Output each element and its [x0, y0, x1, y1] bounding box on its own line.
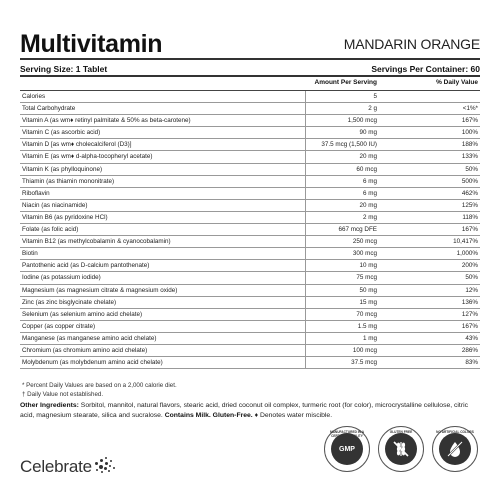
- nutrient-amount: 300 mcg: [352, 250, 377, 258]
- product-title: Multivitamin: [20, 30, 163, 58]
- water-miscible-note: ♦ Denotes water miscible.: [252, 411, 333, 419]
- facts-table-header: [20, 79, 480, 90]
- supplement-facts-table: [20, 90, 480, 369]
- nutrient-amount: 20 mg: [359, 201, 377, 209]
- brand-sparkle-icon: [93, 456, 117, 478]
- amount-header: Amount Per Serving: [314, 79, 377, 86]
- nutrient-amount: 15 mg: [359, 298, 377, 306]
- facts-row: [20, 115, 480, 127]
- nutrient-amount: 100 mcg: [352, 346, 377, 354]
- nutrient-name: Molybdenum (as molybdenum amino acid chelate): [22, 359, 163, 367]
- facts-row: [20, 127, 480, 139]
- facts-row: [20, 333, 480, 345]
- nutrient-amount: 37.5 mcg (1,500 IU): [321, 141, 377, 149]
- nutrient-name: Riboflavin: [22, 189, 50, 197]
- nutrient-daily-value: 1,000%: [456, 250, 478, 258]
- nutrient-daily-value: 43%: [465, 334, 478, 342]
- nutrient-daily-value: 286%: [461, 346, 478, 354]
- nutrient-daily-value: 167%: [461, 322, 478, 330]
- serving-size: Serving Size: 1 Tablet: [20, 64, 108, 74]
- ingredients-label: Other Ingredients:: [20, 402, 79, 409]
- facts-row: [20, 91, 480, 103]
- facts-row: [20, 224, 480, 236]
- facts-row: [20, 139, 480, 151]
- nutrient-name: Magnesium (as magnesium citrate & magnesium oxide): [22, 286, 178, 294]
- nutrient-amount: 1,500 mcg: [347, 117, 377, 125]
- facts-row: [20, 200, 480, 212]
- nutrient-name: Vitamin B12 (as methylcobalamin & cyanocobalamin): [22, 238, 171, 246]
- nutrient-daily-value: 125%: [461, 201, 478, 209]
- facts-row: [20, 260, 480, 272]
- nutrient-amount: 1 mg: [363, 334, 377, 342]
- ingredients-text: Sorbitol, mannitol, natural flavors, stearic acid, dried coconut oil complex, turmeric root (for color), microcrystalline cellulose, citric acid, magnesium stearate, silica and sucralose.: [20, 402, 468, 419]
- nutrient-name: Folate (as folic acid): [22, 226, 79, 234]
- title-divider: [20, 58, 480, 60]
- nutrient-amount: 75 mcg: [356, 274, 377, 282]
- facts-row: [20, 236, 480, 248]
- facts-row: [20, 345, 480, 357]
- facts-row: [20, 285, 480, 297]
- nutrient-daily-value: 10,417%: [453, 238, 478, 246]
- nutrient-name: Selenium (as selenium amino acid chelate): [22, 310, 143, 318]
- nutrient-amount: 90 mg: [359, 129, 377, 137]
- nutrient-amount: 6 mg: [363, 189, 377, 197]
- nutrient-daily-value: 118%: [462, 213, 478, 221]
- nutrient-amount: 10 mg: [359, 262, 377, 270]
- nutrient-name: Chromium (as chromium amino acid chelate): [22, 346, 148, 354]
- nutrient-amount: 70 mcg: [356, 310, 377, 318]
- facts-row: [20, 297, 480, 309]
- facts-row: [20, 188, 480, 200]
- facts-row: [20, 321, 480, 333]
- nutrient-name: Pantothenic acid (as D-calcium pantothenate): [22, 262, 150, 270]
- brand-logo: [20, 456, 117, 478]
- nutrient-amount: 6 mg: [363, 177, 377, 185]
- nutrient-daily-value: 127%: [461, 310, 478, 318]
- nutrient-amount: 1.5 mg: [357, 322, 377, 330]
- serving-info-row: [20, 64, 480, 74]
- nutrient-amount: 60 mcg: [356, 165, 377, 173]
- footnote-dagger: † Daily Value not established.: [22, 391, 104, 398]
- daily-value-header: % Daily Value: [436, 79, 478, 86]
- footnote-percent-dv: * Percent Daily Values are based on a 2,000 calorie diet.: [22, 382, 177, 389]
- certification-badges: [324, 426, 478, 472]
- nutrient-name: Vitamin A (as wm♦ retinyl palmitate & 50% as beta-carotene): [22, 117, 191, 125]
- nutrient-name: Iodine (as potassium iodide): [22, 274, 101, 282]
- nutrient-name: Calories: [22, 93, 46, 100]
- nutrient-name: Manganese (as manganese amino acid chelate): [22, 334, 157, 342]
- nutrient-amount: 250 mcg: [352, 238, 377, 246]
- nutrient-amount: 50 mg: [359, 286, 377, 294]
- nutrient-daily-value: 83%: [465, 359, 478, 367]
- nutrient-name: Niacin (as niacinamide): [22, 201, 88, 209]
- nutrient-daily-value: 462%: [461, 189, 478, 197]
- nutrient-daily-value: 188%: [461, 141, 478, 149]
- brand-name: Celebrate: [20, 457, 92, 476]
- nutrient-name: Vitamin K (as phylloquinone): [22, 165, 103, 173]
- facts-row: [20, 103, 480, 115]
- nutrient-daily-value: 167%: [461, 226, 478, 234]
- nutrient-amount: 5: [373, 93, 377, 100]
- nutrient-daily-value: 12%: [465, 286, 478, 294]
- nutrient-amount: 37.5 mcg: [351, 359, 377, 367]
- servings-per-container: Servings Per Container: 60: [371, 64, 480, 74]
- facts-row: [20, 309, 480, 321]
- nutrient-daily-value: <1%*: [462, 105, 478, 113]
- flavor-label: MANDARIN ORANGE: [343, 36, 480, 52]
- nutrient-amount: 667 mcg DFE: [338, 226, 377, 234]
- nutrient-name: Total Carbohydrate: [22, 105, 76, 113]
- facts-row: [20, 248, 480, 260]
- serving-divider: [20, 75, 480, 77]
- nutrient-daily-value: 500%: [461, 177, 478, 185]
- nutrient-daily-value: 133%: [461, 153, 478, 161]
- nutrient-name: Vitamin C (as ascorbic acid): [22, 129, 101, 137]
- gmp-certified-badge-icon: MANUFACTURED IN A CERTIFIED FACILITY GMP: [324, 426, 370, 472]
- nutrient-name: Zinc (as zinc bisglycinate chelate): [22, 298, 117, 306]
- facts-row: [20, 272, 480, 284]
- no-artificial-colors-badge-icon: NO ARTIFICIAL COLORS: [432, 426, 478, 472]
- nutrient-amount: 20 mg: [359, 153, 377, 161]
- nutrient-name: Vitamin D [as wm♦ cholecalciferol (D3)]: [22, 141, 132, 149]
- facts-row: [20, 176, 480, 188]
- facts-row: [20, 357, 480, 369]
- nutrient-amount: 2 g: [368, 105, 377, 113]
- facts-row: [20, 151, 480, 163]
- nutrient-daily-value: 167%: [461, 117, 478, 125]
- nutrient-name: Thiamin (as thiamin mononitrate): [22, 177, 115, 185]
- nutrient-daily-value: 136%: [461, 298, 478, 306]
- facts-row: [20, 164, 480, 176]
- nutrient-name: Biotin: [22, 250, 38, 258]
- nutrient-daily-value: 50%: [465, 165, 478, 173]
- facts-row: [20, 212, 480, 224]
- other-ingredients: [20, 401, 480, 420]
- nutrient-daily-value: 200%: [461, 262, 478, 270]
- gluten-free-badge-icon: GLUTEN FREE: [378, 426, 424, 472]
- nutrient-name: Vitamin E (as wm♦ d-alpha-tocopheryl acetate): [22, 153, 153, 161]
- nutrient-daily-value: 50%: [465, 274, 478, 282]
- nutrient-daily-value: 100%: [461, 129, 478, 137]
- nutrient-name: Vitamin B6 (as pyridoxine HCl): [22, 213, 108, 221]
- nutrient-amount: 2 mg: [363, 213, 377, 221]
- nutrient-name: Copper (as copper citrate): [22, 322, 96, 330]
- allergen-statement: Contains Milk. Gluten-Free.: [164, 411, 253, 419]
